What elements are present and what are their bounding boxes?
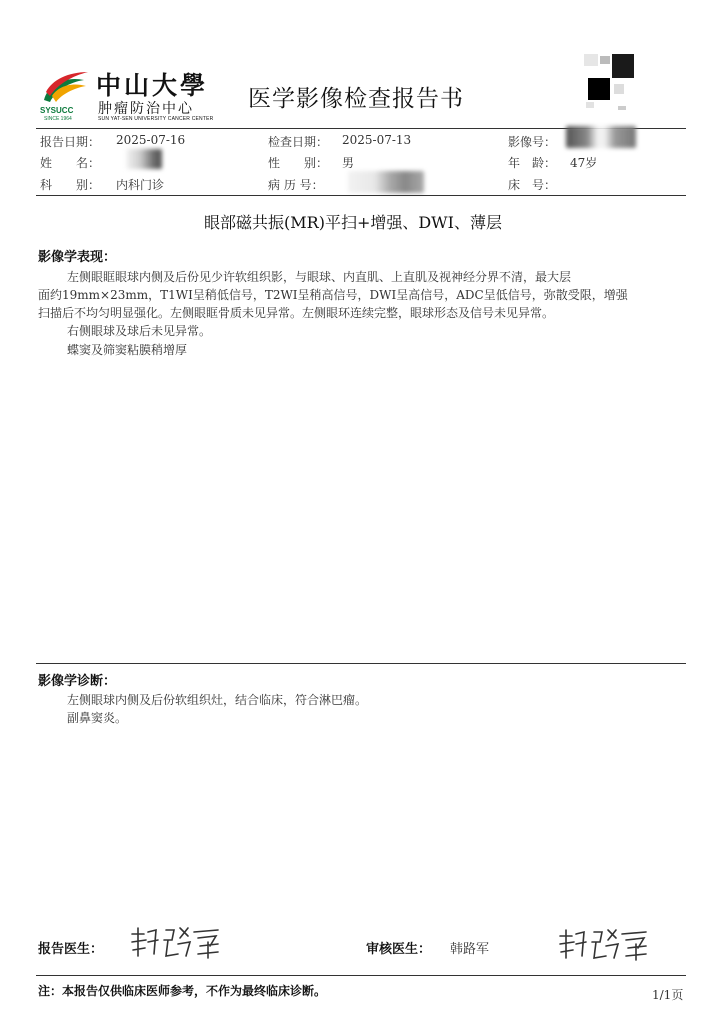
reviewer-signature-icon — [556, 926, 652, 964]
exam-title: 眼部磁共振(MR)平扫+增强、DWI、薄层 — [204, 213, 502, 232]
findings-line-3: 扫描后不均匀明显强化。左侧眼眶骨质未见异常。左侧眼环连续完整，眼球形态及信号未见异常。 — [38, 306, 555, 320]
record-no-redacted — [348, 171, 424, 193]
report-date: 2025-07-16 — [116, 133, 186, 147]
exam-date-label: 检查日期： — [268, 135, 329, 149]
logo-abbr: SYSUCC — [40, 106, 74, 115]
age-label: 年 龄： — [508, 156, 557, 170]
page-number: 1/1页 — [652, 988, 684, 1002]
logo-en-name: SUN YAT-SEN UNIVERSITY CANCER CENTER — [98, 116, 214, 122]
info-divider — [36, 195, 686, 196]
image-no-redacted — [566, 126, 636, 148]
logo-cn-name: 中山大學 — [96, 71, 209, 100]
diagnosis-divider — [36, 663, 686, 664]
report-title: 医学影像检查报告书 — [248, 86, 464, 112]
findings-line-4: 右侧眼球及球后未见异常。 — [67, 324, 212, 338]
reviewer-label: 审核医生： — [366, 942, 432, 957]
name-label: 姓 名： — [40, 156, 101, 170]
dept-label: 科 别： — [40, 178, 101, 192]
reporter-label: 报告医生： — [38, 942, 104, 957]
bed-label: 床 号： — [508, 178, 557, 192]
diagnosis-heading: 影像学诊断： — [38, 674, 117, 689]
findings-line-5: 蝶窦及筛窦粘膜稍增厚 — [67, 343, 188, 357]
findings-line-2: 面约19mm×23mm，T1WI呈稍低信号，T2WI呈稍高信号，DWI呈高信号，ADC呈低信号，弥散受限，增强 — [38, 288, 628, 302]
exam-date: 2025-07-13 — [342, 133, 412, 147]
report-date-label: 报告日期： — [40, 135, 101, 149]
qr-code-icon — [584, 54, 638, 116]
reporter-signature-icon — [128, 924, 224, 962]
findings-heading: 影像学表现： — [38, 250, 117, 265]
record-no-label: 病 历 号： — [268, 178, 324, 192]
name-redacted — [126, 149, 162, 169]
reviewer-name: 韩路军 — [450, 942, 490, 957]
findings-line-1: 左侧眼眶眼球内侧及后份见少许软组织影，与眼球、内直肌、上直肌及视神经分界不清，最大层 — [67, 270, 572, 284]
sex: 男 — [342, 156, 355, 170]
footer-divider — [36, 975, 686, 976]
logo-since: SINCE 1964 — [44, 116, 72, 122]
footer-note: 注：本报告仅供临床医师参考，不作为最终临床诊断。 — [38, 984, 327, 998]
diagnosis-line-1: 左侧眼球内侧及后份软组织灶，结合临床，符合淋巴瘤。 — [67, 693, 368, 707]
diagnosis-line-2: 副鼻窦炎。 — [67, 711, 128, 725]
image-no-label: 影像号： — [508, 135, 557, 149]
sex-label: 性 别： — [268, 156, 329, 170]
age: 47岁 — [570, 156, 598, 170]
logo-cn-sub: 肿瘤防治中心 — [98, 101, 194, 117]
dept: 内科门诊 — [116, 178, 165, 192]
